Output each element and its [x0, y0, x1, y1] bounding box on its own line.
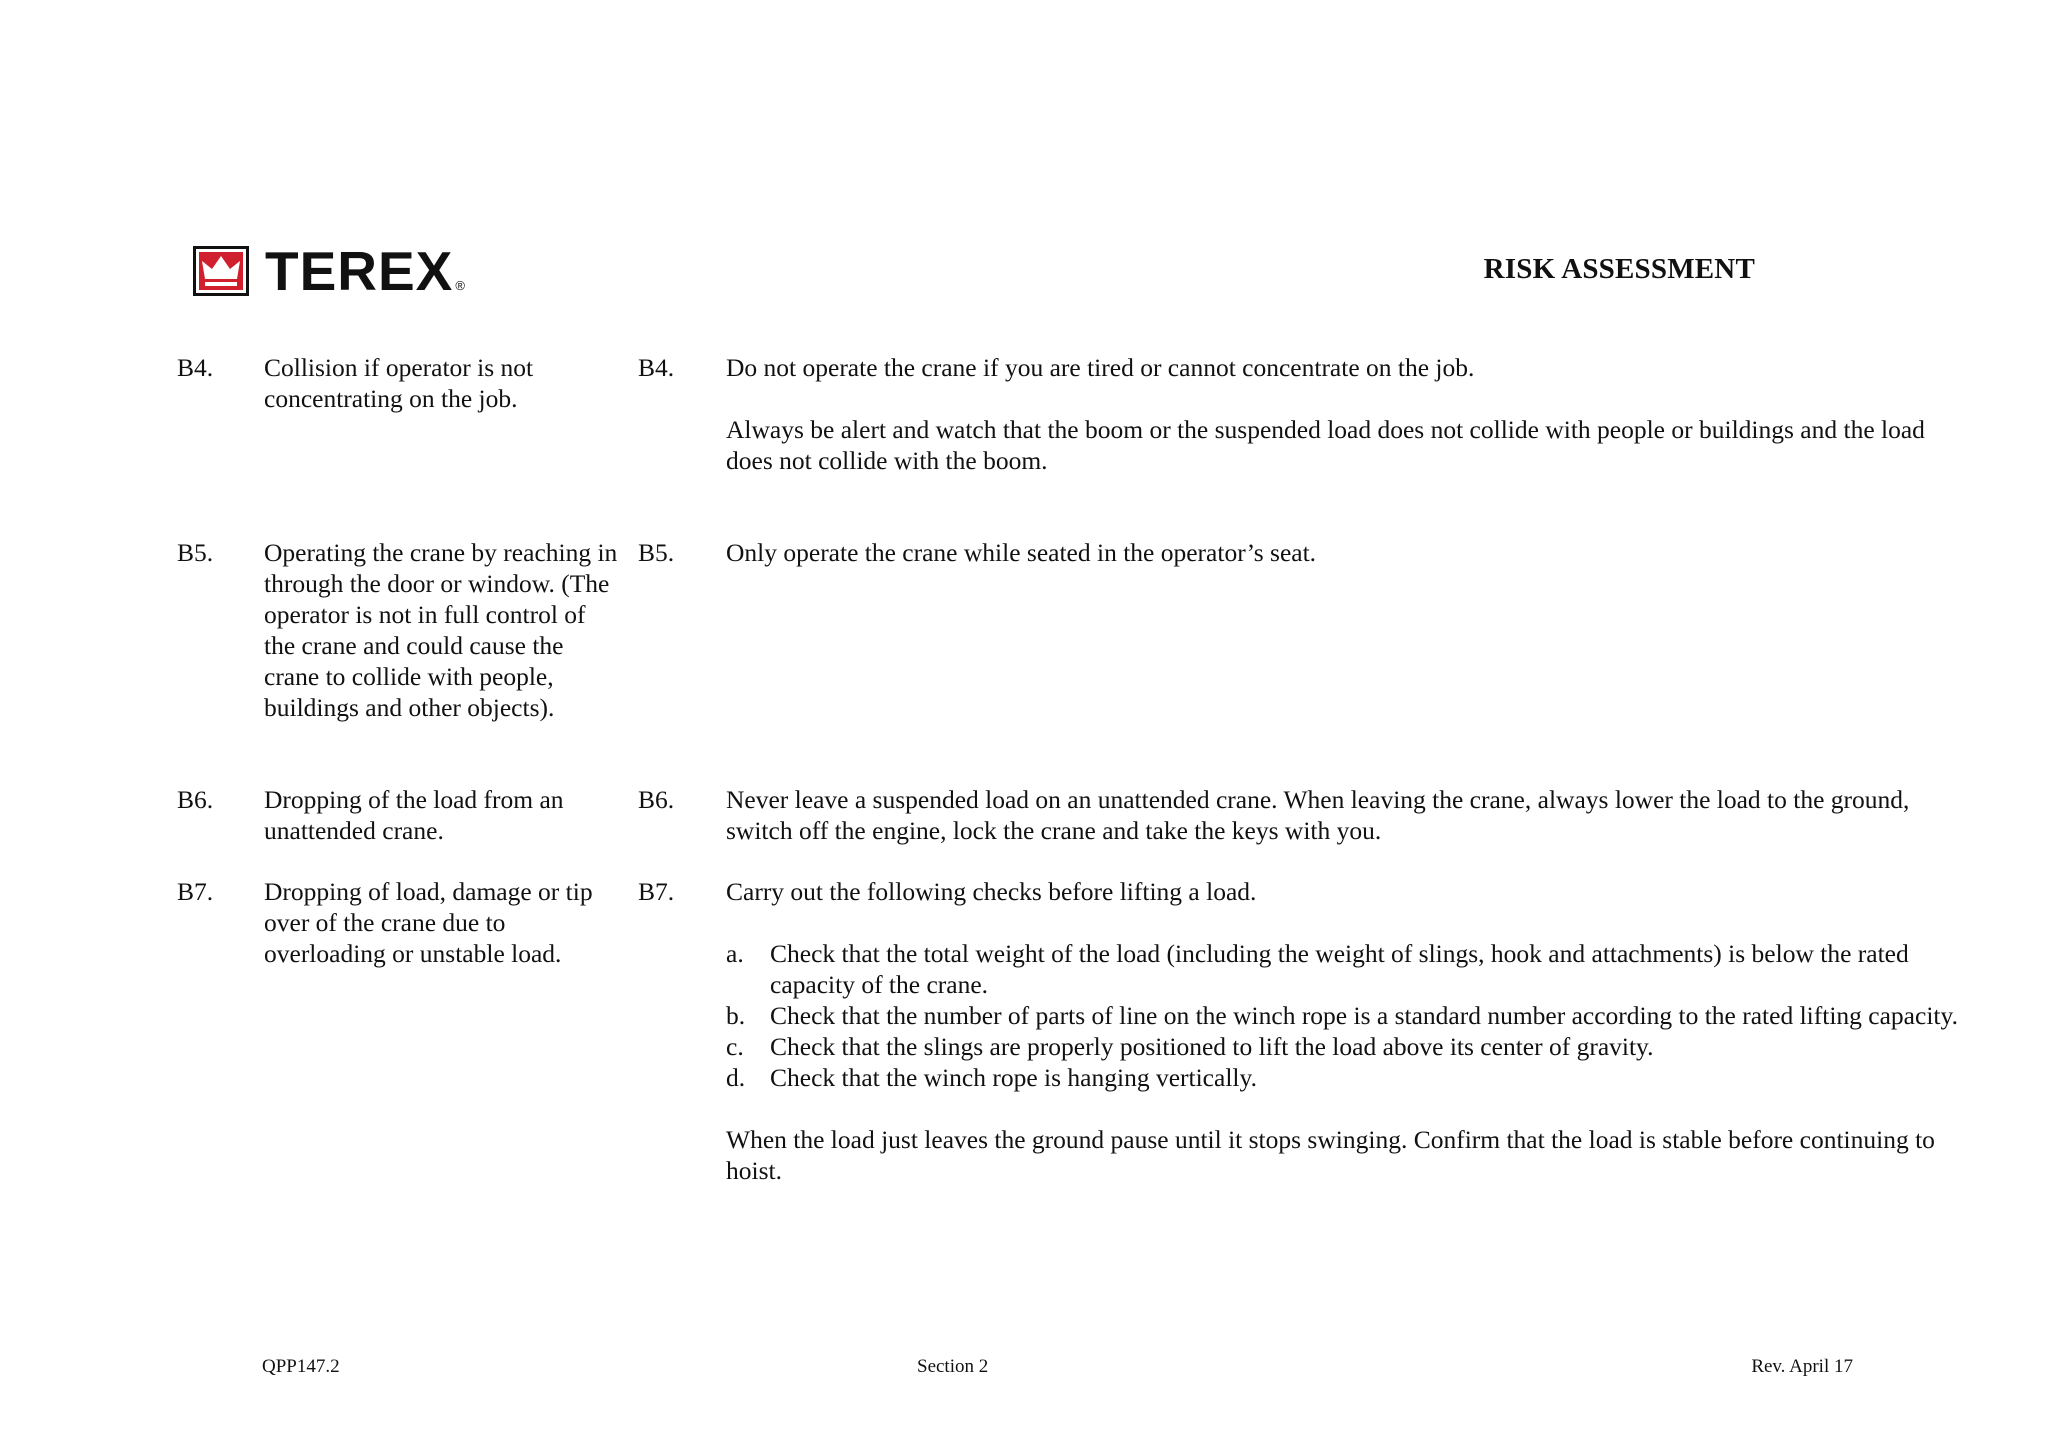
hazard-code: B4.	[177, 353, 214, 382]
control-text	[726, 352, 1966, 476]
list-item	[726, 1062, 1966, 1093]
footer-section: Section 2	[917, 1356, 989, 1377]
checks-list	[726, 938, 1966, 1093]
control-code: B4.	[638, 353, 675, 382]
control-text	[726, 537, 1966, 568]
control-paragraph: When the load just leaves the ground pause until it stops swinging. Confirm that the load is stable before continuing to hoist.	[726, 1125, 1935, 1185]
control-text	[726, 784, 1966, 846]
list-item-text: Check that the winch rope is hanging vertically.	[770, 1063, 1257, 1092]
hazard-text: Collision if operator is not concentrating on the job.	[264, 353, 534, 413]
logo-wordmark: TEREX	[265, 239, 454, 302]
hazard-text: Operating the crane by reaching in through the door or window. (The operator is not in full control of the crane and could cause the crane to collide with people, buildings and other objects).	[264, 538, 618, 722]
list-item	[726, 1000, 1966, 1031]
control-intro: Carry out the following checks before lifting a load.	[726, 877, 1257, 906]
list-item-text: Check that the number of parts of line on the winch rope is a standard number according to the rated lifting capacity.	[770, 1001, 1958, 1030]
footer-doc-code: QPP147.2	[262, 1356, 340, 1377]
hazard-text: Dropping of the load from an unattended crane.	[264, 785, 564, 845]
hazard-code: B7.	[177, 877, 214, 906]
control-code: B6.	[638, 785, 675, 814]
control-code: B5.	[638, 538, 675, 567]
list-item	[726, 938, 1966, 1000]
control-paragraph: Do not operate the crane if you are tired or cannot concentrate on the job.	[726, 353, 1475, 382]
hazard-text: Dropping of load, damage or tip over of the crane due to overloading or unstable load.	[264, 877, 593, 968]
footer-revision: Rev. April 17	[1751, 1356, 1853, 1377]
terex-crown-icon	[193, 246, 249, 296]
hazard-code: B6.	[177, 785, 214, 814]
list-marker: b.	[726, 1001, 746, 1030]
control-text	[726, 876, 1966, 1186]
page-title: RISK ASSESSMENT	[1483, 253, 1755, 285]
list-marker: d.	[726, 1063, 746, 1092]
control-paragraph: Only operate the crane while seated in the operator’s seat.	[726, 538, 1317, 567]
list-marker: a.	[726, 939, 744, 968]
list-item-text: Check that the total weight of the load (including the weight of slings, hook and attachments) is below the rated capacity of the crane.	[770, 939, 1909, 999]
control-paragraph: Never leave a suspended load on an unattended crane. When leaving the crane, always lower the load to the ground, switch off the engine, lock the crane and take the keys with you.	[726, 785, 1910, 845]
list-item-text: Check that the slings are properly positioned to lift the load above its center of gravity.	[770, 1032, 1654, 1061]
control-code: B7.	[638, 877, 675, 906]
terex-logo	[193, 239, 465, 302]
control-paragraph: Always be alert and watch that the boom or the suspended load does not collide with people or buildings and the load does not collide with the boom.	[726, 415, 1925, 475]
registered-mark: ®	[455, 278, 465, 293]
hazard-code: B5.	[177, 538, 214, 567]
list-item	[726, 1031, 1966, 1062]
list-marker: c.	[726, 1032, 744, 1061]
